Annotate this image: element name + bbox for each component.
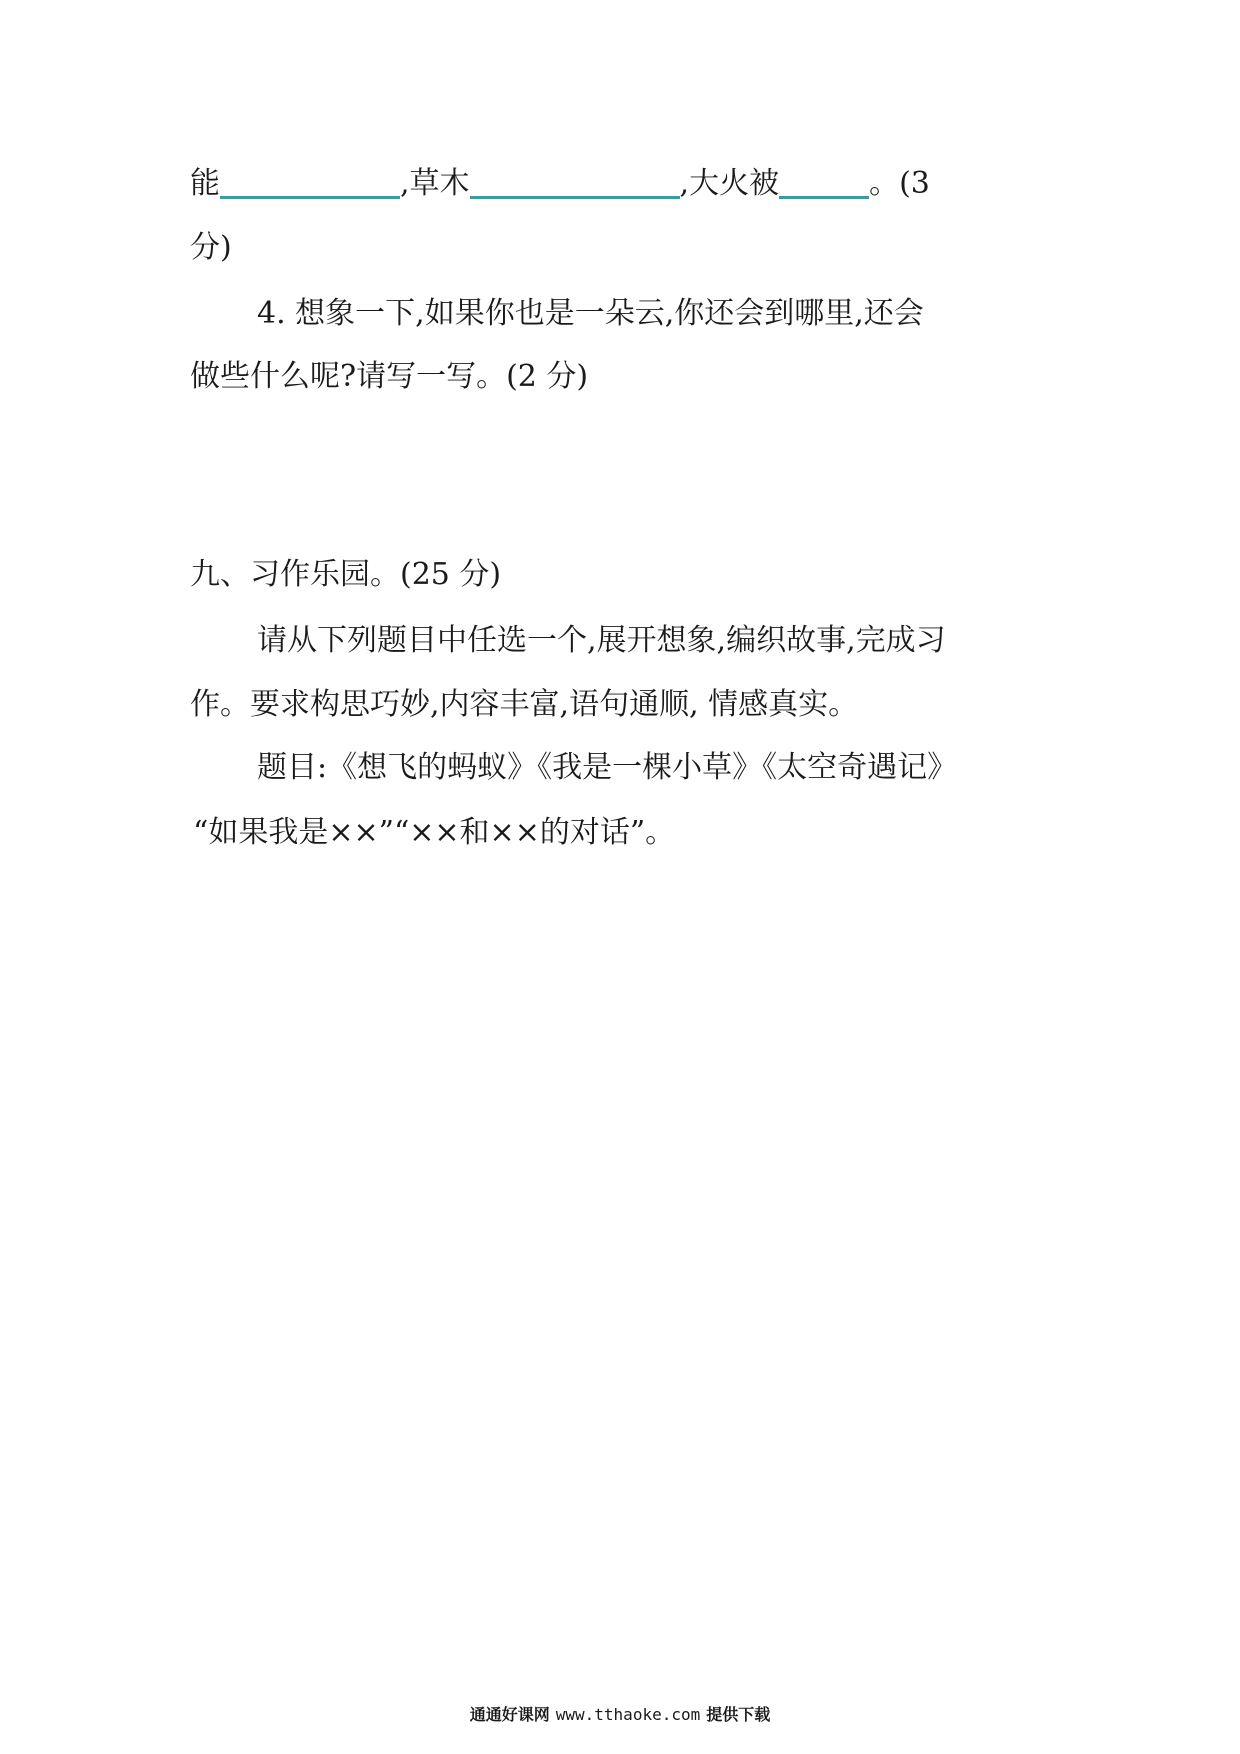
question-4-line-2: 做些什么呢?请写一写。(2 分) [190,359,589,394]
page-footer [0,1704,1240,1726]
section-9-topics-line-2: “如果我是××”“××和××的对话”。 [193,815,676,850]
q3-points-text: 分) [190,230,232,265]
question-4-line-1: 4. 想象一下,如果你也是一朵云,你还会到哪里,还会 [257,296,924,331]
footer-site-name: 通通好课网 [469,1705,550,1724]
q3-text-3: ,大火被 [679,166,780,201]
section-9-heading: 九、习作乐园。(25 分) [190,557,502,592]
answer-blank-1[interactable] [220,170,400,199]
section-9-instruction-line-2: 作。要求构思巧妙,内容丰富,语句通顺, 情感真实。 [190,687,859,722]
section-9-topics-line-1: 题目:《想飞的蚂蚁》《我是一棵小草》《太空奇遇记》 [257,750,958,785]
footer-suffix: 提供下载 [706,1705,771,1724]
question-3-line-1 [190,164,930,204]
q3-text-4: 。(3 [869,166,930,201]
answer-blank-2[interactable] [470,170,680,199]
q3-text-1: 能 [190,166,220,201]
section-9-instruction-line-1: 请从下列题目中任选一个,展开想象,编织故事,完成习 [257,623,946,658]
answer-blank-3[interactable] [779,170,869,199]
question-3-line-2 [190,228,232,268]
footer-url[interactable]: www.tthaoke.com [555,1705,701,1724]
q3-text-2: ,草木 [400,166,470,201]
